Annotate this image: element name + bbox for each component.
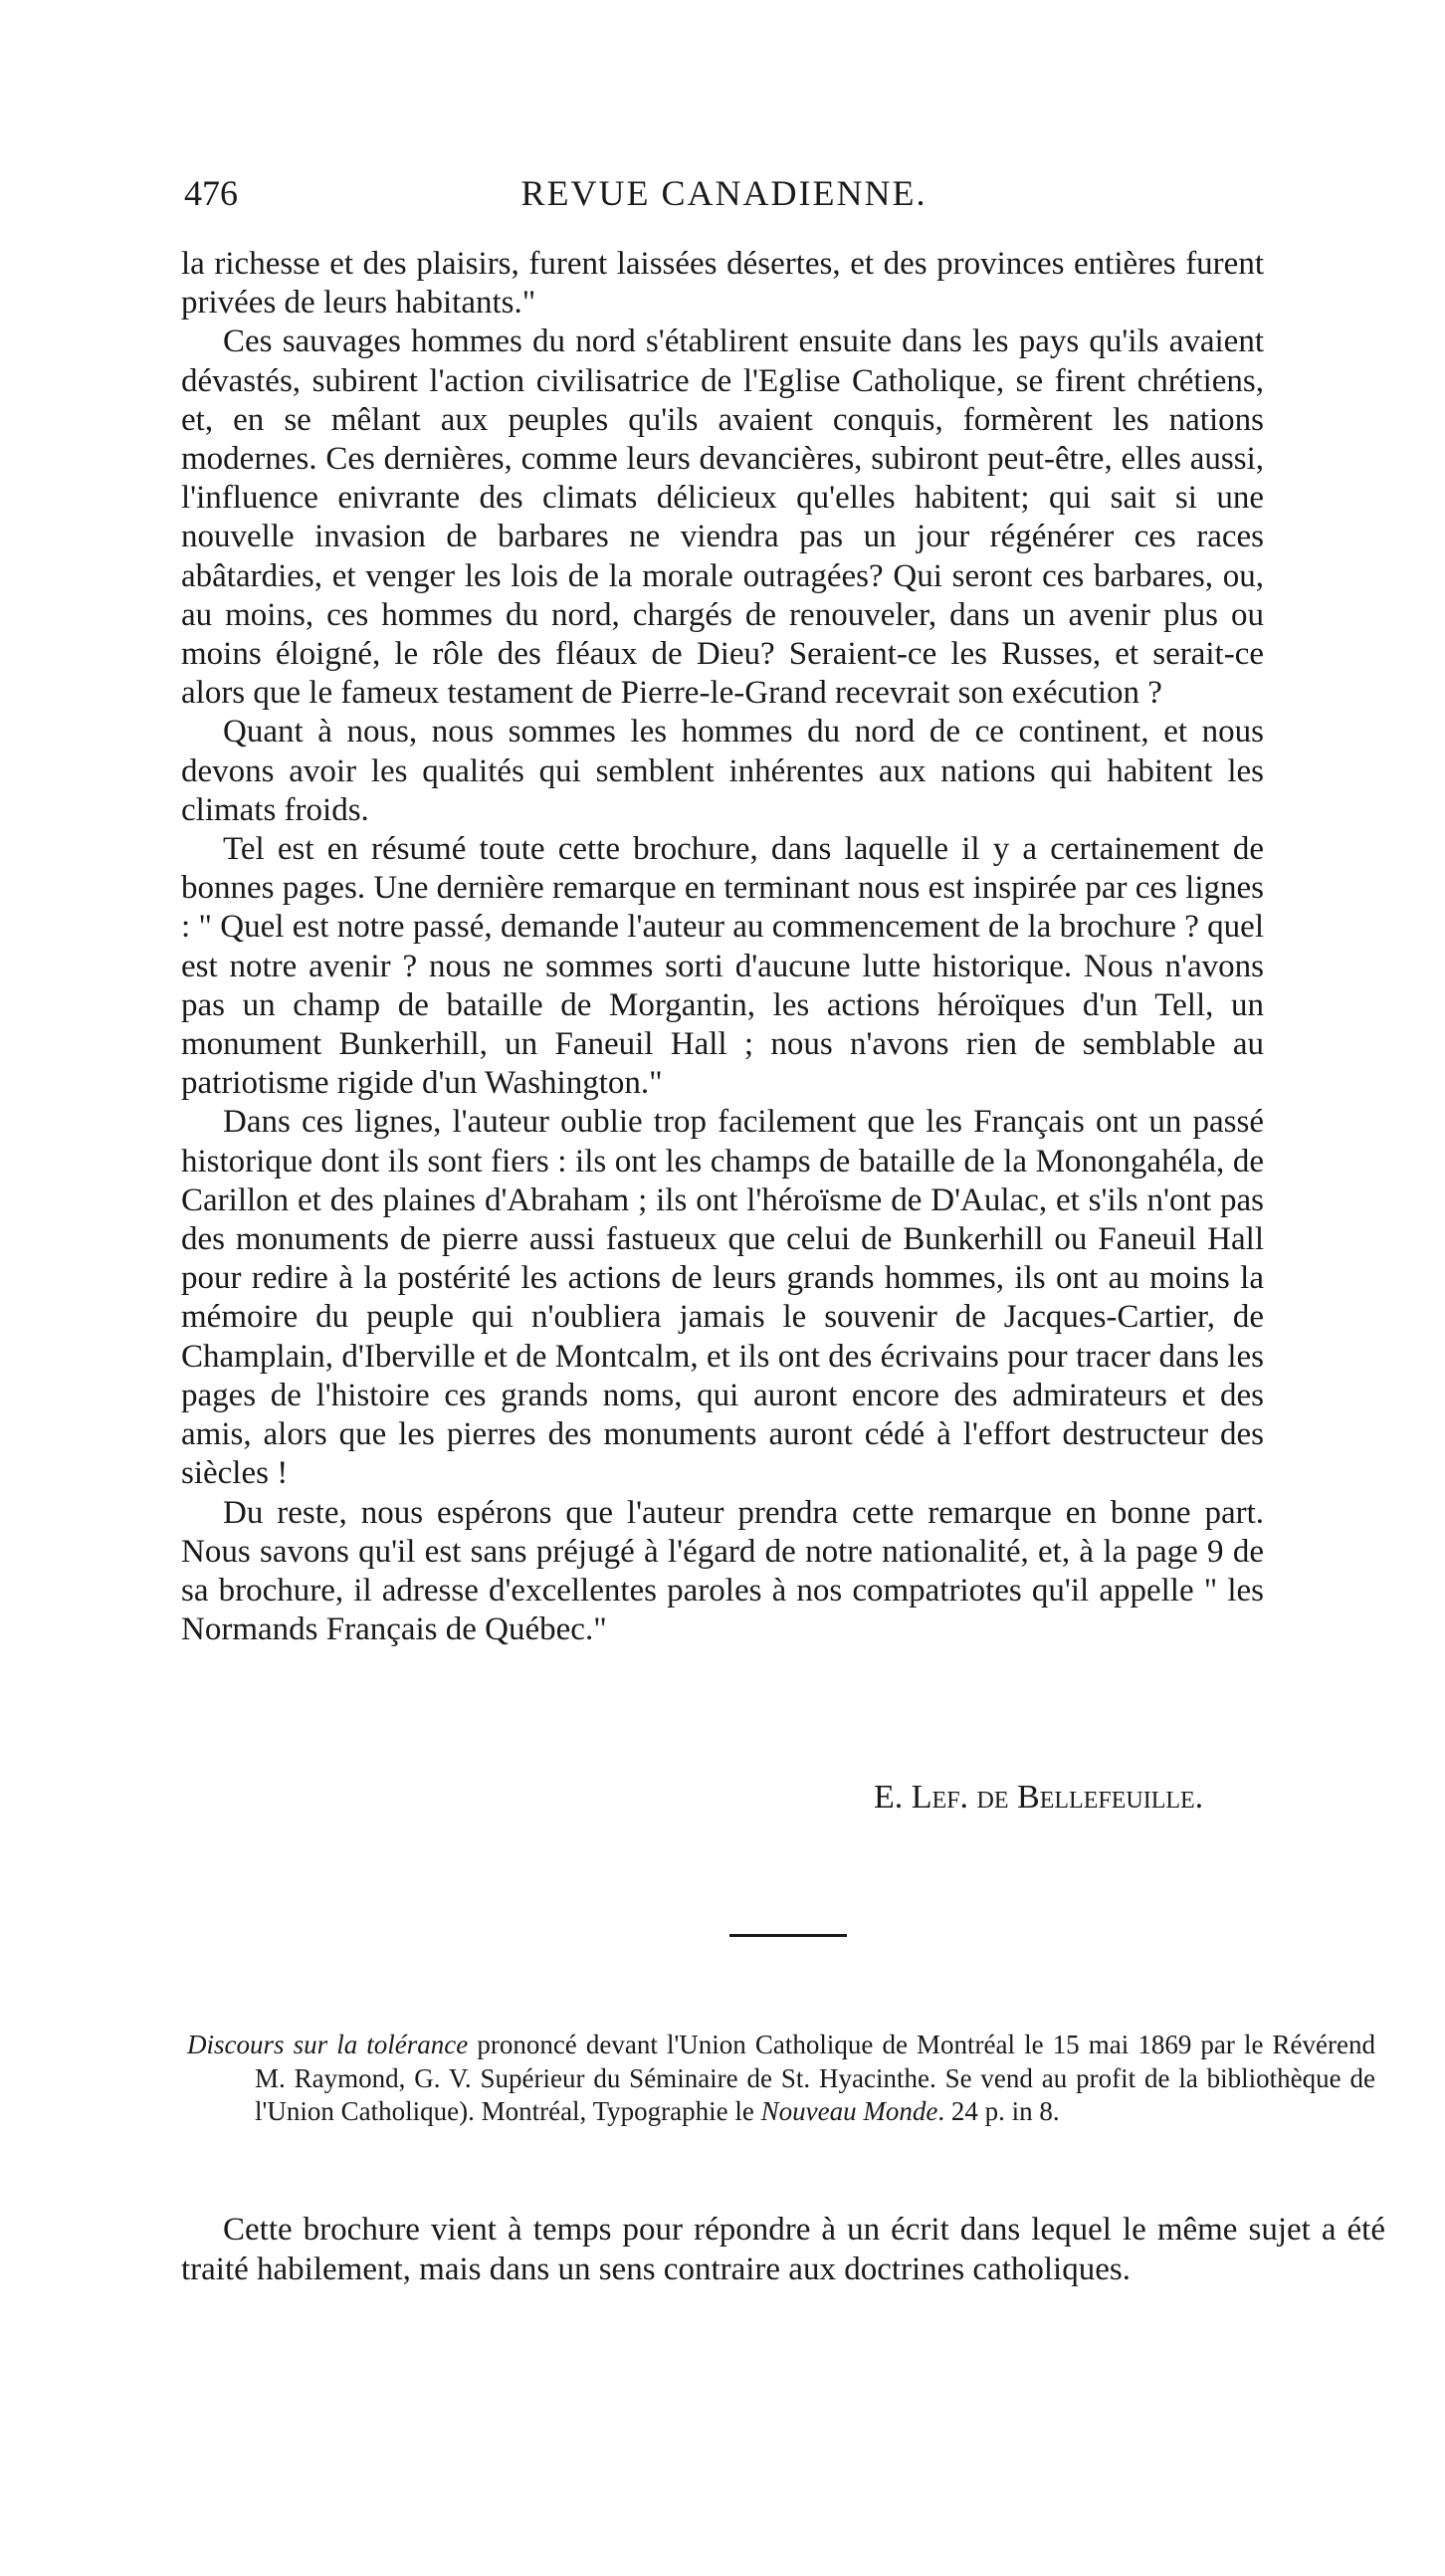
article-body [181, 245, 1264, 1649]
bib-publisher: Nouveau Monde [760, 2096, 938, 2126]
signature-text: E. Lef. de Bellefeuille. [874, 1779, 1204, 1816]
review-paragraph: Cette brochure vient à temps pour répondre à un écrit dans lequel le même sujet a été traité habilement, mais dans un sens contraire aux doctrines catholiques. [181, 2212, 1385, 2287]
bib-details: prononcé devant l'Union Catholique de Montréal le 15 mai 1869 par le Révérend M. Raymond, G. V. Supérieur du Séminaire de St. Hyacinthe. Se vend au profit de la bibliothèque de l'Union Catholique). Montréal, Typographie le [255, 2030, 1375, 2126]
article-paragraph: Du reste, nous espérons que l'auteur prendra cette remarque en bonne part. Nous savons qu'il est sans préjugé à l'égard de notre nationalité, et, à la page 9 de sa brochure, il adresse d'excellentes paroles à nos compatriotes qu'il appelle " les Normands Français de Québec." [181, 1494, 1264, 1648]
page-number: 476 [184, 173, 238, 213]
article-paragraph: la richesse et des plaisirs, furent laissées désertes, et des provinces entières furent privées de leurs habitants." [181, 246, 1264, 322]
article-paragraph: Quant à nous, nous sommes les hommes du nord de ce continent, et nous devons avoir les qualités qui semblent inhérentes aux nations qui habitent les climats froids. [181, 714, 1264, 828]
author-signature [874, 1776, 1371, 1820]
section-divider [729, 1934, 847, 1937]
article-paragraph: Tel est en résumé toute cette brochure, dans laquelle il y a certainement de bonnes pages. Une dernière remarque en terminant nous est inspirée par ces lignes : " Quel est notre passé, demande l'auteur au commencement de la brochure ? quel est notre avenir ? nous ne sommes sorti d'aucune lutte historique. Nous n'avons pas un champ de bataille de Morgantin, les actions héroïques d'un Tell, un monument Bunkerhill, un Faneuil Hall ; nous n'avons rien de semblable au patriotisme rigide d'un Washington." [181, 831, 1264, 1102]
bibliographic-entry [187, 2029, 1375, 2129]
review-body [181, 2210, 1385, 2289]
article-paragraph: Dans ces lignes, l'auteur oublie trop facilement que les Français ont un passé historique dont ils sont fiers : ils ont les champs de bataille de la Monongahéla, de Carillon et des plaines d'Abraham ; ils ont l'héroïsme de D'Aulac, et s'ils n'ont pas des monuments de pierre aussi fastueux que celui de Bunkerhill ou Faneuil Hall pour redire à la postérité les actions de leurs grands hommes, ils ont au moins la mémoire du peuple qui n'oubliera jamais le souvenir de Jacques-Cartier, de Champlain, d'Iberville et de Montcalm, et ils ont des écrivains pour tracer dans les pages de l'histoire ces grands noms, qui auront encore des admirateurs et des amis, alors que les pierres des monuments auront cédé à l'effort destructeur des siècles ! [181, 1104, 1264, 1492]
bib-title: Discours sur la tolérance [187, 2030, 469, 2059]
running-head [184, 167, 1264, 219]
article-paragraph: Ces sauvages hommes du nord s'établirent ensuite dans les pays qu'ils avaient dévastés, subirent l'action civilisatrice de l'Eglise Catholique, se firent chrétiens, et, en se mêlant aux peuples qu'ils avaient conquis, formèrent les nations modernes. Ces dernières, comme leurs devancières, subiront peut-être, elles aussi, l'influence enivrante des climats délicieux qu'elles habitent; qui sait si une nouvelle invasion de barbares ne viendra pas un jour régénérer ces races abâtardies, et venger les lois de la morale outragées? Qui seront ces barbares, ou, au moins, ces hommes du nord, chargés de renouveler, dans un avenir plus ou moins éloigné, le rôle des fléaux de Dieu? Seraient-ce les Russes, et serait-ce alors que le fameux testament de Pierre-le-Grand recevrait son exécution ? [181, 323, 1264, 712]
bib-pages: . 24 p. in 8. [937, 2096, 1060, 2126]
journal-title: REVUE CANADIENNE. [520, 173, 928, 213]
